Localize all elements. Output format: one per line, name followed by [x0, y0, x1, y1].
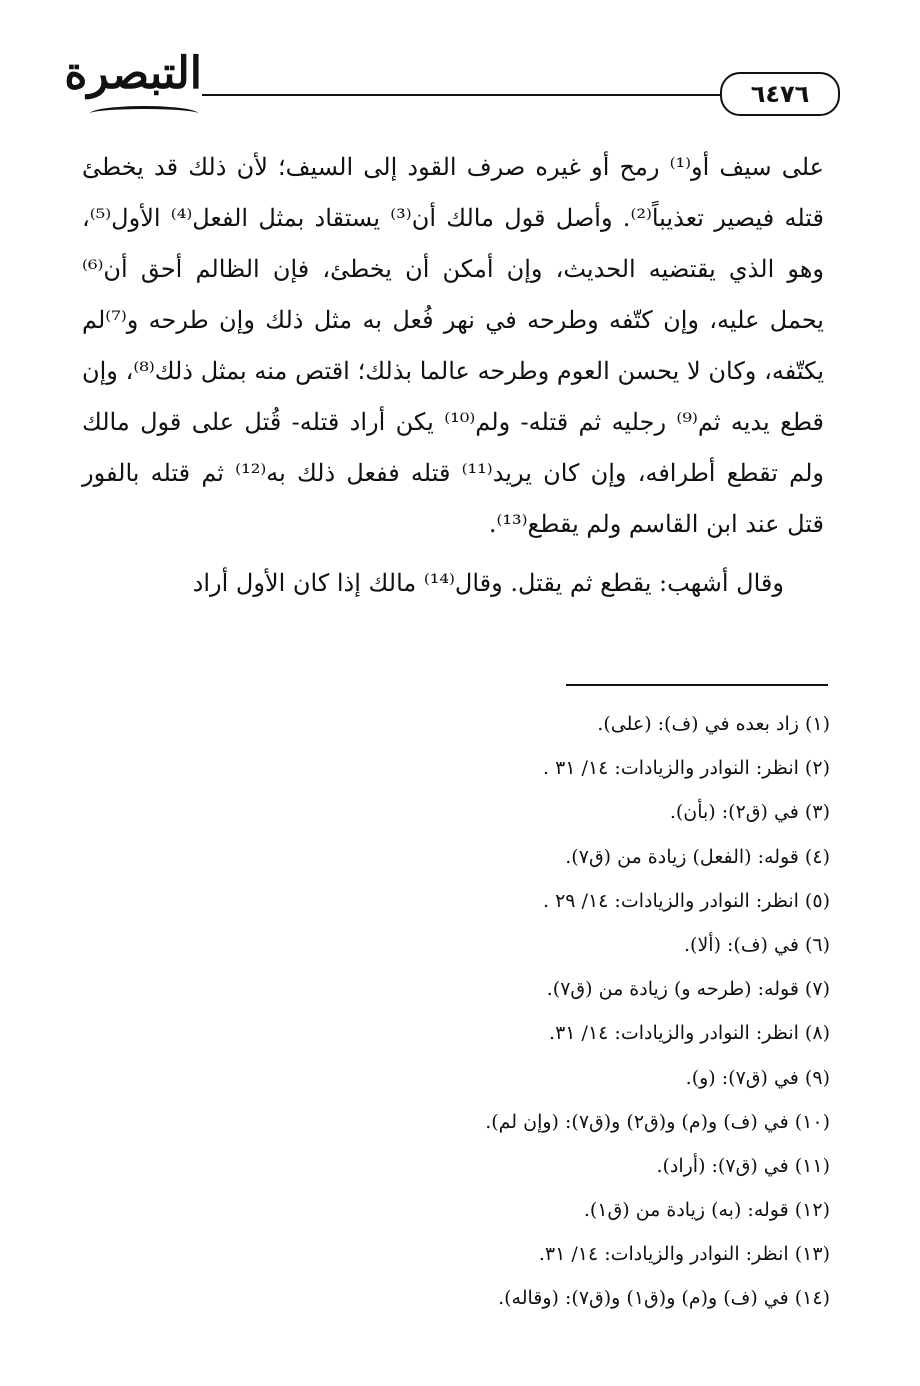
footnote: (٤) قوله: (الفعل) زيادة من (ق٧).: [565, 845, 830, 868]
footnote: (٦) في (ف): (ألا).: [684, 933, 830, 956]
page-header: [0, 0, 920, 130]
footnote: (٩) في (ق٧): (و).: [685, 1066, 830, 1089]
page-number-badge: ٦٤٧٦: [720, 72, 840, 116]
footnote: (٧) قوله: (طرحه و) زيادة من (ق٧).: [546, 978, 830, 1001]
footnote: (٣) في (ق٢): (بأن).: [669, 801, 830, 824]
title-flourish: [90, 106, 198, 121]
footnote: (١١) في (ق٧): (أراد).: [656, 1154, 830, 1177]
book-title-logo: التبصرة: [86, 44, 202, 104]
paragraph: على سيف أو⁽¹⁾ رمح أو غيره صرف القود إلى السيف؛ لأن ذلك قد يخطئ قتله فيصير تعذيباً⁽²⁾. وأصل قول مالك أن⁽³⁾ يستقاد بمثل الفعل⁽⁴⁾ الأول⁽⁵⁾، وهو الذي يقتضيه الحديث، وإن أمكن أن يخطئ، فإن الظالم أحق أن⁽⁶⁾ يحمل عليه، وإن كتّفه وطرحه في نهر فُعل به مثل ذلك وإن طرحه و⁽⁷⁾لم يكتّفه، وكان لا يحسن العوم وطرحه عالما بذلك؛ اقتص منه بمثل ذلك⁽⁸⁾، وإن قطع يديه ثم⁽⁹⁾ رجليه ثم قتله- ولم⁽¹⁰⁾ يكن أراد قتله- قُتل على قول مالك ولم تقطع أطرافه، وإن كان يريد⁽¹¹⁾ قتله ففعل ذلك به⁽¹²⁾ ثم قتله بالفور قتل عند ابن القاسم ولم يقطع⁽¹³⁾.: [82, 153, 825, 538]
footnote: (١٣) انظر: النوادر والزيادات: ١٤/ ٣١.: [538, 1243, 830, 1266]
footnotes-list: [300, 702, 830, 1321]
footnote: (٨) انظر: النوادر والزيادات: ١٤/ ٣١.: [549, 1022, 830, 1045]
footnote: (١٤) في (ف) و(م) و(ق١) و(ق٧): (وقاله).: [498, 1287, 830, 1310]
footnote-separator: [566, 684, 828, 686]
main-text-body: [82, 142, 824, 609]
footnote: (٢) انظر: النوادر والزيادات: ١٤/ ٣١ .: [542, 757, 830, 780]
footnote: (١٢) قوله: (به) زيادة من (ق١).: [583, 1199, 830, 1222]
paragraph: وقال أشهب: يقطع ثم يقتل. وقال⁽¹⁴⁾ مالك إذا كان الأول أراد: [192, 569, 784, 597]
footnote: (٥) انظر: النوادر والزيادات: ١٤/ ٢٩ .: [542, 889, 830, 912]
footnote: (١٠) في (ف) و(م) و(ق٢) و(ق٧): (وإن لم).: [485, 1110, 830, 1133]
footnote: (١) زاد بعده في (ف): (على).: [597, 713, 830, 735]
